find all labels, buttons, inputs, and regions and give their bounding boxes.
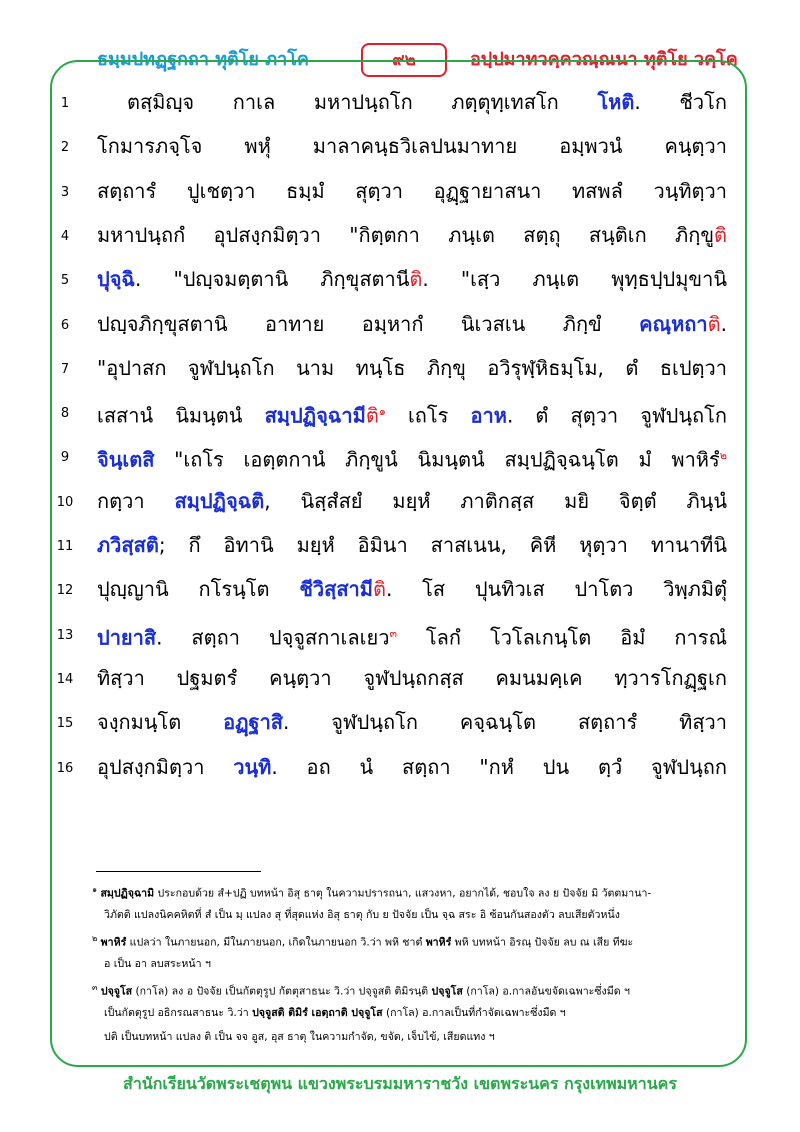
text-segment: . ชีวโก bbox=[634, 90, 727, 114]
line-text bbox=[97, 700, 727, 744]
line-text bbox=[97, 656, 727, 700]
footnote-text: วิภัตติ แปลงนิคคหิตที่ สํ เป็น มฺ แปลง สุ ที่สุดแห่ง อิสุ ธาตุ กับ ย ปัจจัย เป็น จฺฉ สระ อิ ซ้อนกันสองตัว ลบเสียตัวหนึ่ง bbox=[104, 908, 620, 921]
line-number: 10 bbox=[56, 494, 74, 510]
verb-highlight: ปายาสิ bbox=[97, 625, 157, 650]
footnote-line bbox=[92, 927, 712, 955]
line-text bbox=[97, 169, 727, 213]
book-title: ธมฺมปทฏฺฐกถา ทุติโย ภาโค bbox=[97, 49, 309, 70]
text-line bbox=[45, 302, 735, 346]
line-number: 14 bbox=[56, 671, 74, 687]
line-number: 11 bbox=[56, 539, 74, 554]
text-segment: โกมารภจฺโจ พหุํ มาลาคนฺธวิเลปนมาทาย อมฺพวนํ คนฺตฺวา bbox=[97, 134, 727, 159]
footnote-line bbox=[104, 1025, 724, 1049]
line-number: 5 bbox=[60, 273, 70, 289]
line-number: 15 bbox=[56, 716, 74, 732]
footnote-text: (กาโล) ลง อ ปัจจัย เป็นกัตตุรูป กัตตุสาธนะ วิ.ว่า ปจฺจูสติ ติมิรนฺติ bbox=[132, 985, 432, 998]
text-line bbox=[45, 124, 735, 168]
footnote-text: ประกอบด้วย สํ+ปฏิ บทหน้า อิสุ ธาตุ ในความปรารถนา, แสวงหา, อยากได้, ชอบใจ ลง ย ปัจจัย มิ วัตตมานา- bbox=[154, 887, 652, 900]
footnote-rule bbox=[96, 871, 261, 872]
footnote-term: สมฺปฏิจฺฉามิ bbox=[100, 887, 155, 900]
iti-particle: ติ bbox=[365, 403, 379, 428]
footnote-term: ปจฺจูโส bbox=[431, 985, 463, 998]
text-segment: ปุญฺญานิ กโรนฺโต bbox=[97, 577, 300, 602]
text-segment: . จูฬปนฺถโก คจฺฉนฺโต สตฺถารํ ทิสฺวา bbox=[283, 710, 727, 735]
text-line bbox=[45, 523, 735, 567]
footnote-line bbox=[92, 976, 712, 1004]
text-segment: มหาปนฺถกํ อุปสงฺกมิตฺวา "กิตฺตกา ภนฺเต สตฺถุ สนฺติเก ภิกฺขู bbox=[97, 222, 714, 247]
text-segment: โลกํ โวโลเกนฺโต อิมํ การณํ bbox=[396, 625, 727, 650]
footnote-ref: ๑ bbox=[378, 405, 386, 419]
iti-particle: ติ bbox=[714, 222, 727, 247]
footnote-term: ปจฺจูโส bbox=[100, 985, 133, 998]
text-segment: . "ปญฺจมตฺตานิ ภิกฺขุสตานี bbox=[135, 267, 410, 292]
footnote-line bbox=[104, 952, 724, 976]
line-text bbox=[97, 390, 727, 438]
line-number: 7 bbox=[60, 361, 70, 377]
line-number: 4 bbox=[60, 228, 70, 244]
footnote-text: พหิ บทหน้า อิรณฺ ปัจจัย ลบ ณ เสีย ทีฆะ bbox=[451, 936, 634, 949]
text-line bbox=[45, 390, 735, 434]
text-line bbox=[45, 479, 735, 523]
line-text bbox=[97, 124, 727, 168]
line-text bbox=[97, 346, 727, 390]
text-segment: . สตฺถา ปจฺจูสกาเลเยว bbox=[156, 625, 390, 650]
line-text bbox=[97, 567, 727, 611]
text-line bbox=[45, 257, 735, 301]
verb-highlight: วนฺทิ bbox=[233, 754, 272, 779]
verb-highlight: ภวิสฺสติ bbox=[97, 533, 159, 557]
footnote-text: เป็นกัตตุรูป อธิกรณสาธนะ วิ.ว่า bbox=[104, 1006, 253, 1019]
verb-highlight: สมฺปฏิจฺฉามี bbox=[264, 403, 366, 428]
text-segment: "เถโร เอตฺตกานํ ภิกฺขูนํ นิมนฺตนํ สมฺปฏิจฺฉนฺโต มํ พาหิรํ bbox=[154, 448, 720, 473]
text-segment: . "เสฺว ภนฺเต พุทฺธปฺปมุขานิ bbox=[422, 267, 727, 292]
line-number: 2 bbox=[60, 140, 70, 156]
verb-highlight: โหติ bbox=[597, 90, 635, 114]
page-number: ๙๒ bbox=[361, 43, 447, 77]
line-number: 1 bbox=[60, 96, 70, 111]
text-segment: . โส ปุนทิวเส ปาโตว วิพฺภมิตุํ bbox=[385, 577, 728, 602]
line-number: 6 bbox=[60, 317, 70, 333]
line-number: 13 bbox=[56, 627, 74, 643]
text-segment: เถโร bbox=[385, 403, 471, 428]
text-segment: ปญฺจภิกฺขุสตานิ อาทาย อมฺหากํ นิเวสเน ภิกฺขํ bbox=[97, 311, 640, 336]
text-segment: "อุปาสก จูฬปนฺถโก นาม ทนฺโธ ภิกฺขุ อวิรุฬฺหิธมฺโม, ตํ ธเปตฺวา bbox=[97, 355, 727, 380]
text-segment: ; กึ อิทานิ มยฺหํ อิมินา สาสเนน, คิหี หุตฺวา ทานาทีนิ bbox=[158, 533, 727, 557]
iti-particle: ติ bbox=[409, 267, 423, 292]
footnote-line bbox=[92, 878, 712, 906]
verb-highlight: จินฺเตสิ bbox=[97, 448, 155, 473]
text-line bbox=[45, 745, 735, 789]
text-line bbox=[45, 346, 735, 390]
line-text bbox=[97, 434, 727, 482]
footer-institution: สำนักเรียนวัดพระเชตุพน แขวงพระบรมมหาราชวัง เขตพระนคร กรุงเทพมหานคร bbox=[123, 1074, 677, 1093]
line-text bbox=[97, 479, 727, 523]
footnote-ref: ๒ bbox=[719, 449, 727, 463]
line-number: 9 bbox=[60, 450, 70, 466]
text-segment: , นิสฺสํสยํ มยฺหํ ภาติกสฺส มยิ จิตฺตํ ภินฺนํ bbox=[264, 488, 727, 513]
footnote-mark: ๒ bbox=[92, 934, 98, 943]
verb-highlight: อาห bbox=[470, 403, 507, 428]
text-line bbox=[45, 169, 735, 213]
verb-highlight: สมฺปฏิจฺฉติ bbox=[174, 488, 265, 513]
footnote-mark: ๑ bbox=[92, 885, 98, 894]
chapter-title: อปฺปมาทวคฺควณฺณนา ทุติโย วคฺโค bbox=[470, 49, 738, 70]
text-segment: เสสานํ นิมนฺตนํ bbox=[97, 403, 265, 428]
footnote-line bbox=[104, 903, 724, 927]
footnote-term: ปจฺจูสติ ติมิรํ เอตฺถาติ ปจฺจูโส bbox=[252, 1006, 383, 1019]
text-segment: สตฺถารํ ปูเชตฺวา ธมฺมํ สุตฺวา อุฏฺฐายาสนา ทสพลํ วนฺทิตฺวา bbox=[97, 178, 727, 203]
line-number: 12 bbox=[56, 583, 74, 599]
footnote-text: (กาโล) อ.กาลอันขจัดเฉพาะซึ่งมืด ฯ bbox=[462, 985, 630, 998]
line-text bbox=[97, 745, 727, 789]
footnote-ref: ๓ bbox=[389, 626, 397, 640]
iti-particle: ติ bbox=[372, 577, 386, 602]
footnote-text: (กาโล) อ.กาลเป็นที่กำจัดเฉพาะซึ่งมืด ฯ bbox=[382, 1006, 566, 1019]
text-line bbox=[45, 567, 735, 611]
text-line bbox=[45, 80, 735, 124]
text-line bbox=[45, 700, 735, 744]
line-text bbox=[97, 612, 727, 660]
line-number: 3 bbox=[60, 184, 70, 200]
footnote-term: พาหิรํ bbox=[100, 936, 127, 949]
verb-highlight: ชีวิสฺสามี bbox=[299, 577, 373, 602]
footnote-mark: ๓ bbox=[92, 983, 98, 992]
footnote-line bbox=[104, 1001, 724, 1025]
footnote-text: แปลว่า ในภายนอก, มีในภายนอก, เกิดในภายนอก วิ.ว่า พหิ ชาตํ bbox=[126, 936, 426, 949]
iti-particle: ติ bbox=[707, 311, 721, 336]
line-text bbox=[97, 213, 727, 257]
verb-highlight: อฏฺฐาสิ bbox=[223, 710, 284, 735]
text-segment: กตฺวา bbox=[97, 488, 175, 513]
text-line bbox=[45, 213, 735, 257]
text-segment: จงฺกมนฺโต bbox=[97, 710, 224, 735]
line-number: 8 bbox=[60, 406, 70, 422]
text-segment: ทิสฺวา ปฐมตรํ คนฺตฺวา จูฬปนฺถกสฺส คมนมคฺเค ทฺวารโกฏฺฐเก bbox=[97, 665, 727, 690]
footnote-text: ปติ เป็นบทหน้า แปลง ติ เป็น จจ อูส, อุส ธาตุ ในความกำจัด, ขจัด, เจ็บไข้, เสียดแทง ฯ bbox=[104, 1031, 495, 1043]
text-segment: ตสฺมิญฺจ กาเล มหาปนฺถโก ภตฺตุทฺเทสโก bbox=[127, 90, 598, 114]
line-text bbox=[97, 523, 727, 567]
line-number: 16 bbox=[56, 760, 74, 776]
text-line bbox=[45, 612, 735, 656]
line-text bbox=[97, 257, 727, 301]
text-segment: อุปสงฺกมิตฺวา bbox=[97, 754, 234, 779]
line-text bbox=[127, 80, 727, 124]
text-segment: . bbox=[720, 311, 727, 336]
text-line bbox=[45, 434, 735, 478]
line-text bbox=[97, 302, 727, 346]
footnote-term: พาหิรํ bbox=[425, 936, 452, 949]
text-segment: . อถ นํ สตฺถา "กหํ ปน ตฺวํ จูฬปนฺถก bbox=[271, 754, 727, 779]
text-segment: . ตํ สุตฺวา จูฬปนฺถโก bbox=[506, 403, 727, 428]
verb-highlight: ปุจฺฉิ bbox=[97, 267, 136, 292]
footnote-text: อ เป็น อา ลบสระหน้า ฯ bbox=[104, 957, 211, 970]
verb-highlight: คณฺหถา bbox=[639, 311, 708, 336]
text-line bbox=[45, 656, 735, 700]
